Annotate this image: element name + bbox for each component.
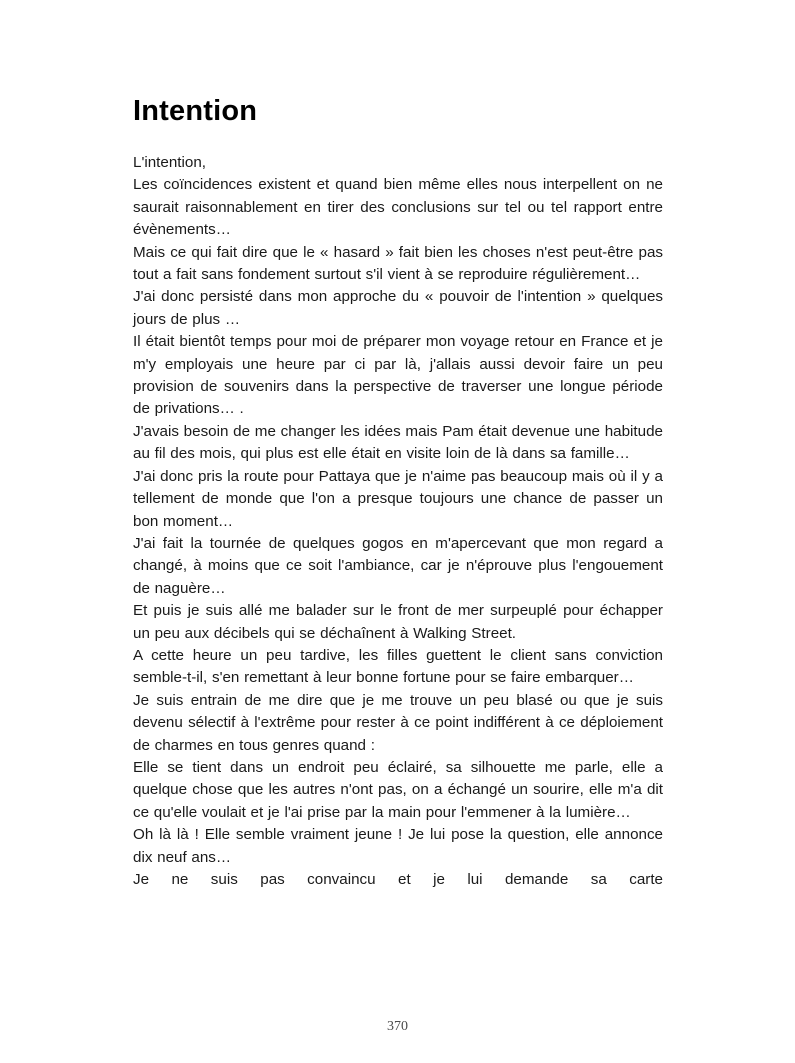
paragraph: J'ai donc persisté dans mon approche du « pouvoir de l'intention » quelques jours de plus … — [133, 288, 663, 328]
page-content — [133, 94, 663, 891]
paragraph: Et puis je suis allé me balader sur le front de mer surpeuplé pour échapper un peu aux décibels qui se déchaînent à Walking Street. — [133, 602, 663, 642]
paragraph: J'ai donc pris la route pour Pattaya que je n'aime pas beaucoup mais où il y a tellement de monde que l'on a presque toujours une chance de passer un bon moment… — [133, 467, 663, 530]
paragraph-intro: L'intention, — [133, 154, 206, 171]
page-number: 370 — [387, 1019, 408, 1034]
body-text — [133, 152, 663, 891]
paragraph: Il était bientôt temps pour moi de préparer mon voyage retour en France et je m'y employais une heure par ci par là, j'allais aussi devoir faire un peu provision de souvenirs dans la perspective de traverser une longue période de privations… . — [133, 333, 663, 418]
paragraph: Oh là là ! Elle semble vraiment jeune ! Je lui pose la question, elle annonce dix neuf ans… — [133, 826, 663, 866]
paragraph: Mais ce qui fait dire que le « hasard » fait bien les choses n'est peut-être pas tout a fait sans fondement surtout s'il vient à se reproduire régulièrement… — [133, 243, 663, 284]
paragraph: J'ai fait la tournée de quelques gogos en m'apercevant que mon regard a changé, à moins que ce soit l'ambiance, car je n'éprouve plus l'engouement de naguère… — [133, 534, 663, 597]
page-title: Intention — [133, 95, 258, 127]
paragraph-continued: Je ne suis pas convaincu et je lui demande sa carte — [133, 871, 663, 888]
paragraph: J'avais besoin de me changer les idées mais Pam était devenue une habitude au fil des mois, qui plus est elle était en visite loin de là dans sa famille… — [133, 422, 663, 463]
paragraph: Je suis entrain de me dire que je me trouve un peu blasé ou que je suis devenu sélectif à l'extrême pour rester à ce point indifférent à ce déploiement de charmes en tous genres quand : — [133, 691, 663, 754]
paragraph: Elle se tient dans un endroit peu éclairé, sa silhouette me parle, elle a quelque chose que les autres n'ont pas, on a échangé un sourire, elle m'a dit ce qu'elle voulait et je l'ai prise par la main pour l'emmener à la lumière… — [133, 758, 663, 821]
paragraph: Les coïncidences existent et quand bien même elles nous interpellent on ne saurait raisonnablement en tirer des conclusions sur tel ou tel rapport entre évènements… — [133, 176, 663, 239]
paragraph: A cette heure un peu tardive, les filles guettent le client sans conviction semble-t-il, s'en remettant à leur bonne fortune pour se faire embarquer… — [133, 646, 663, 687]
